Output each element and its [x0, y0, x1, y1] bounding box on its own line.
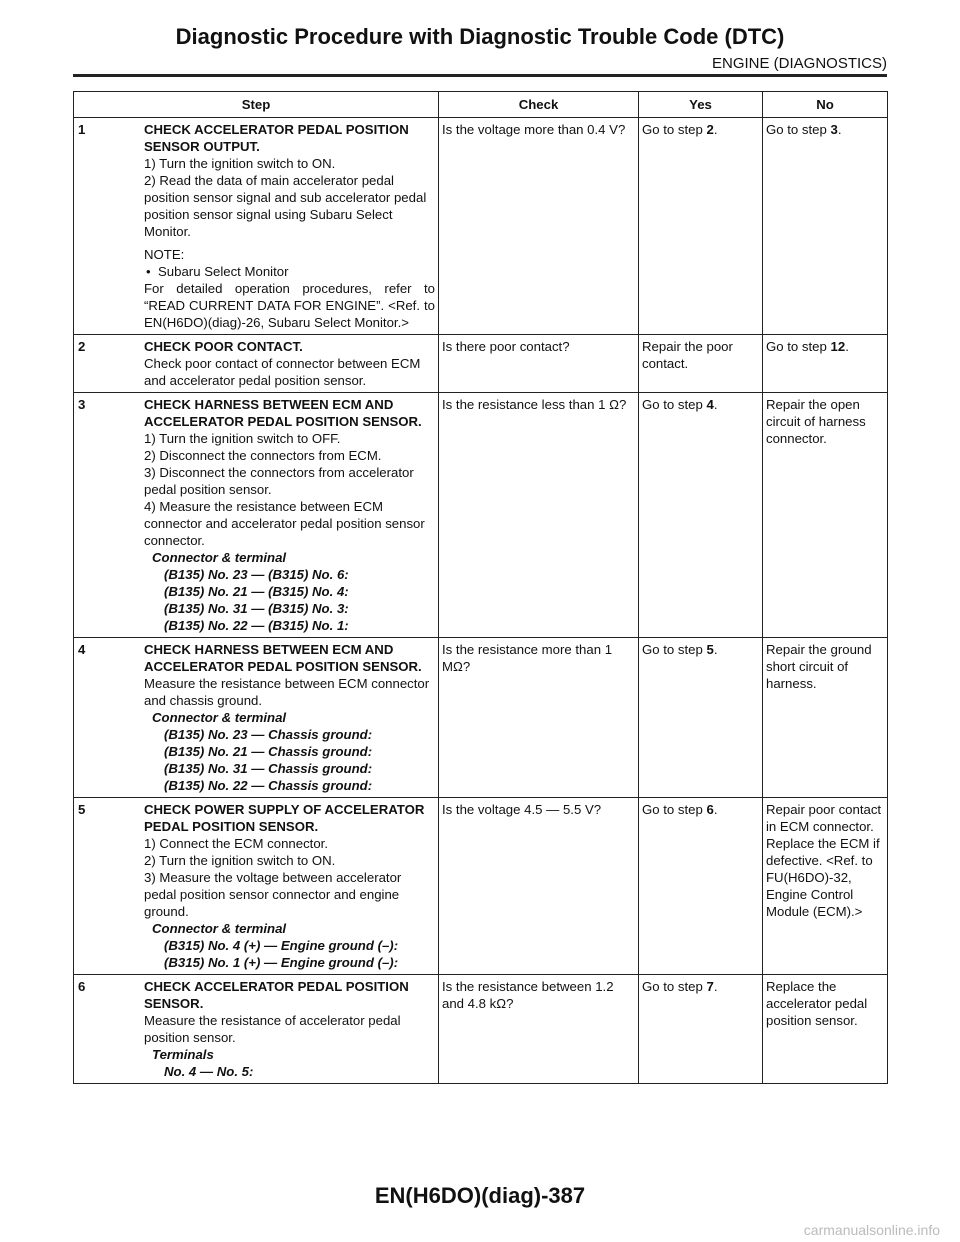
yes-cell — [639, 975, 763, 1084]
step-instruction: Measure the resistance between ECM connector and chassis ground. — [144, 676, 430, 708]
check-cell: Is the resistance less than 1 Ω? — [439, 393, 639, 638]
yes-prefix: Go to step — [642, 122, 707, 137]
no-cell — [763, 335, 888, 393]
no-suffix: . — [837, 122, 842, 137]
step-cell — [74, 335, 439, 393]
yes-suffix: . — [713, 642, 718, 657]
check-cell: Is the voltage 4.5 — 5.5 V? — [439, 798, 639, 975]
step-instruction: 2) Disconnect the connectors from ECM. — [144, 448, 382, 463]
check-cell: Is the resistance more than 1 MΩ? — [439, 638, 639, 798]
step-instruction: 3) Measure the voltage between accelerator pedal position sensor connector and engine ground. — [144, 870, 402, 919]
yes-suffix: . — [713, 122, 718, 137]
step-instruction: 3) Disconnect the connectors from accelerator pedal position sensor. — [144, 465, 414, 497]
step-number: 5 — [78, 802, 86, 817]
connector-terminal: (B315) No. 1 (+) — Engine ground (–): — [164, 955, 399, 970]
connector-terminal: (B135) No. 23 — (B315) No. 6: — [164, 567, 349, 582]
connector-terminal: (B135) No. 22 — (B315) No. 1: — [164, 618, 349, 633]
check-cell: Is there poor contact? — [439, 335, 639, 393]
step-number: 6 — [78, 979, 86, 994]
yes-suffix: . — [713, 397, 718, 412]
table-header-row — [74, 92, 888, 118]
step-instruction: 1) Turn the ignition switch to OFF. — [144, 431, 341, 446]
yes-suffix: . — [713, 802, 718, 817]
header-step: Step — [74, 92, 439, 118]
note-text: For detailed operation procedures, refer to “READ CURRENT DATA FOR ENGINE”. <Ref. to EN(H6DO)(diag)-26, Subaru Select Monitor.> — [144, 281, 435, 330]
step-number: 1 — [78, 122, 86, 137]
section-subtitle: ENGINE (DIAGNOSTICS) — [711, 55, 887, 72]
step-cell — [74, 118, 439, 335]
connector-terminal: (B135) No. 21 — Chassis ground: — [164, 744, 373, 759]
connector-terminal: (B135) No. 23 — Chassis ground: — [164, 727, 373, 742]
yes-cell — [639, 118, 763, 335]
yes-cell — [639, 393, 763, 638]
connector-terminal: (B135) No. 31 — (B315) No. 3: — [164, 601, 349, 616]
step-name: CHECK HARNESS BETWEEN ECM AND ACCELERATOR PEDAL POSITION SENSOR. — [144, 642, 422, 674]
no-cell — [763, 118, 888, 335]
table-row — [74, 638, 888, 798]
step-name: CHECK POOR CONTACT. — [144, 339, 303, 354]
yes-step-link: 2 — [706, 122, 714, 137]
no-action-text: Repair the ground short circuit of harness. — [766, 642, 872, 691]
table-row — [74, 975, 888, 1084]
yes-prefix: Go to step — [642, 802, 707, 817]
yes-cell — [639, 798, 763, 975]
connector-label: Connector & terminal — [152, 921, 287, 936]
connector-label: Connector & terminal — [152, 550, 287, 565]
header-no: No — [763, 92, 888, 118]
no-suffix: . — [845, 339, 849, 354]
note-bullet: • Subaru Select Monitor — [144, 263, 435, 280]
step-name: CHECK ACCELERATOR PEDAL POSITION SENSOR OUTPUT. — [144, 122, 409, 154]
no-prefix: Go to step — [766, 122, 831, 137]
no-cell — [763, 393, 888, 638]
table-body — [74, 118, 888, 1084]
connector-terminal: (B315) No. 4 (+) — Engine ground (–): — [164, 938, 399, 953]
yes-suffix: . — [713, 979, 718, 994]
check-cell: Is the resistance between 1.2 and 4.8 kΩ? — [439, 975, 639, 1084]
no-action-text: Repair the open circuit of harness connector. — [766, 397, 866, 446]
connector-terminal: No. 4 — No. 5: — [164, 1064, 254, 1079]
no-step-link: 3 — [830, 122, 838, 137]
connector-terminal: (B135) No. 31 — Chassis ground: — [164, 761, 373, 776]
yes-step-link: 5 — [706, 642, 714, 657]
page-number: EN(H6DO)(diag)-387 — [374, 1183, 586, 1208]
table-row — [74, 118, 888, 335]
note-block — [144, 246, 435, 331]
yes-cell — [639, 335, 763, 393]
no-cell — [763, 798, 888, 975]
table-row — [74, 798, 888, 975]
yes-step-link: 4 — [706, 397, 714, 412]
connector-label: Connector & terminal — [152, 710, 287, 725]
step-instruction: 1) Turn the ignition switch to ON. — [144, 156, 336, 171]
step-number: 4 — [78, 642, 86, 657]
header-yes: Yes — [639, 92, 763, 118]
step-number: 3 — [78, 397, 86, 412]
step-cell — [74, 393, 439, 638]
step-instruction: 2) Turn the ignition switch to ON. — [144, 853, 336, 868]
connector-label: Terminals — [152, 1047, 214, 1062]
header-check: Check — [439, 92, 639, 118]
yes-prefix: Go to step — [642, 979, 707, 994]
step-instruction: 4) Measure the resistance between ECM connector and accelerator pedal position sensor connector. — [144, 499, 425, 548]
table-row — [74, 335, 888, 393]
connector-terminal: (B135) No. 21 — (B315) No. 4: — [164, 584, 349, 599]
header-divider — [73, 74, 887, 77]
check-cell: Is the voltage more than 0.4 V? — [439, 118, 639, 335]
yes-step-link: 6 — [706, 802, 714, 817]
step-instruction: 1) Connect the ECM connector. — [144, 836, 328, 851]
step-name: CHECK ACCELERATOR PEDAL POSITION SENSOR. — [144, 979, 409, 1011]
yes-step-link: 7 — [706, 979, 714, 994]
step-number: 2 — [78, 339, 86, 354]
step-name: CHECK HARNESS BETWEEN ECM AND ACCELERATOR PEDAL POSITION SENSOR. — [144, 397, 422, 429]
step-name: CHECK POWER SUPPLY OF ACCELERATOR PEDAL POSITION SENSOR. — [144, 802, 425, 834]
no-cell — [763, 638, 888, 798]
diagnostic-table — [73, 91, 888, 1084]
step-instruction: 2) Read the data of main accelerator pedal position sensor signal and sub accelerator pedal position sensor signal using Subaru Select Monitor. — [144, 173, 427, 239]
no-action-text: Repair poor contact in ECM connector. Replace the ECM if defective. <Ref. to FU(H6DO)-32, Engine Control Module (ECM).> — [766, 802, 882, 919]
step-cell — [74, 798, 439, 975]
yes-cell — [639, 638, 763, 798]
table-row — [74, 393, 888, 638]
yes-action-text: Repair the poor contact. — [642, 339, 733, 371]
note-label: NOTE: — [144, 247, 185, 262]
step-instruction: Check poor contact of connector between ECM and accelerator pedal position sensor. — [144, 356, 421, 388]
step-instruction: Measure the resistance of accelerator pedal position sensor. — [144, 1013, 401, 1045]
watermark-text: carmanualsonline.info — [803, 1222, 940, 1238]
no-cell — [763, 975, 888, 1084]
connector-terminal: (B135) No. 22 — Chassis ground: — [164, 778, 373, 793]
no-prefix: Go to step — [766, 339, 831, 354]
no-action-text: Replace the accelerator pedal position sensor. — [766, 979, 868, 1028]
yes-prefix: Go to step — [642, 397, 707, 412]
no-step-link: 12 — [830, 339, 846, 354]
step-cell — [74, 638, 439, 798]
yes-prefix: Go to step — [642, 642, 707, 657]
page-title: Diagnostic Procedure with Diagnostic Trouble Code (DTC) — [175, 24, 785, 49]
step-cell — [74, 975, 439, 1084]
